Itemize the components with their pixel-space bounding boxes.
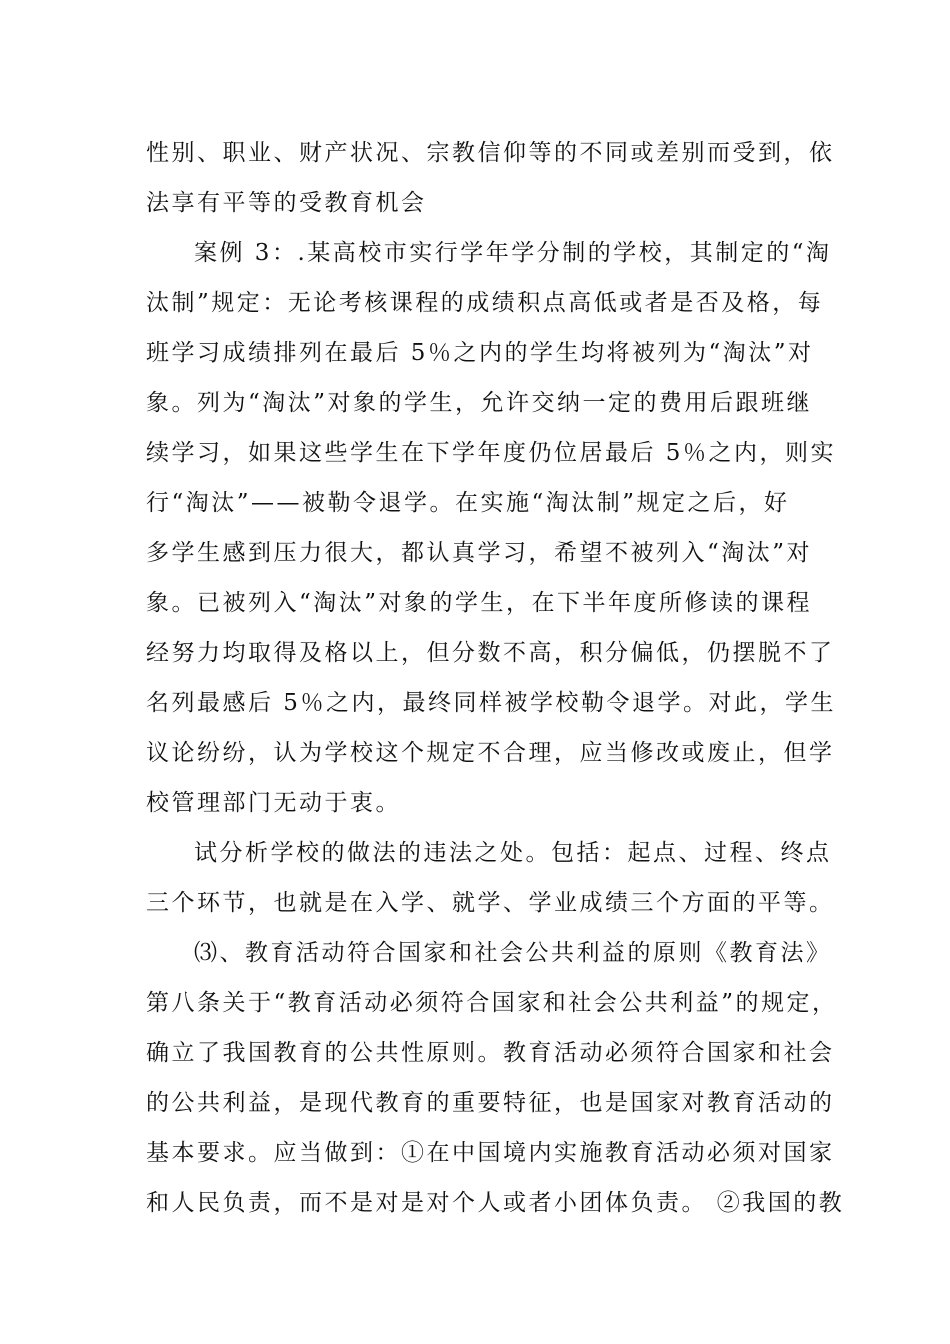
text-line: 试分析学校的做法的违法之处。包括：起点、过程、终点 [194,840,832,866]
text-line: 第八条关于“教育活动必须符合国家和社会公共利益”的规定， [146,990,838,1016]
text-line: 象。已被列入“淘汰”对象的学生，在下半年度所修读的课程 [146,590,813,616]
text-line: 象。列为“淘汰”对象的学生，允许交纳一定的费用后跟班继 [146,390,813,416]
paragraph-case-3 [146,228,836,828]
text-line: 经努力均取得及格以上，但分数不高，积分偏低，仍摆脱不了 [146,640,835,666]
text-line: 法享有平等的受教育机会 [146,190,427,216]
text-line: 班学习成绩排列在最后 5％之内的学生均将被列为“淘汰”对 [146,340,814,366]
document-body [146,128,845,1228]
paragraph-analysis [146,828,835,928]
text-line: 三个环节，也就是在入学、就学、学业成绩三个方面的平等。 [146,890,835,916]
text-line: 续学习，如果这些学生在下学年度仍位居最后 5％之内，则实 [146,440,836,466]
text-line: 名列最感后 5％之内，最终同样被学校勒令退学。对此，学生 [146,690,836,716]
text-line: 校管理部门无动于衷。 [146,790,401,816]
text-line: 性别、职业、财产状况、宗教信仰等的不同或差别而受到，依 [146,140,835,166]
text-line: 的公共利益，是现代教育的重要特征，也是国家对教育活动的 [146,1090,835,1116]
text-line: 行“淘汰”——被勒令退学。在实施“淘汰制”规定之后，好 [146,490,790,516]
text-line: 基本要求。应当做到：①在中国境内实施教育活动必须对国家 [146,1140,835,1166]
text-line: 和人民负责，而不是对是对个人或者小团体负责。 ②我国的教 [146,1190,845,1216]
text-line: 汰制”规定：无论考核课程的成绩积点高低或者是否及格，每 [146,290,824,316]
paragraph-1 [146,128,835,228]
text-line: 多学生感到压力很大，都认真学习，希望不被列入“淘汰”对 [146,540,813,566]
text-line: 议论纷纷，认为学校这个规定不合理，应当修改或废止，但学 [146,740,835,766]
text-line: 案例 3：.某高校市实行学年学分制的学校，其制定的“淘 [194,240,832,266]
paragraph-public-interest [146,928,845,1228]
text-line: 确立了我国教育的公共性原则。教育活动必须符合国家和社会 [146,1040,835,1066]
text-line: ⑶、教育活动符合国家和社会公共利益的原则《教育法》 [194,940,832,966]
